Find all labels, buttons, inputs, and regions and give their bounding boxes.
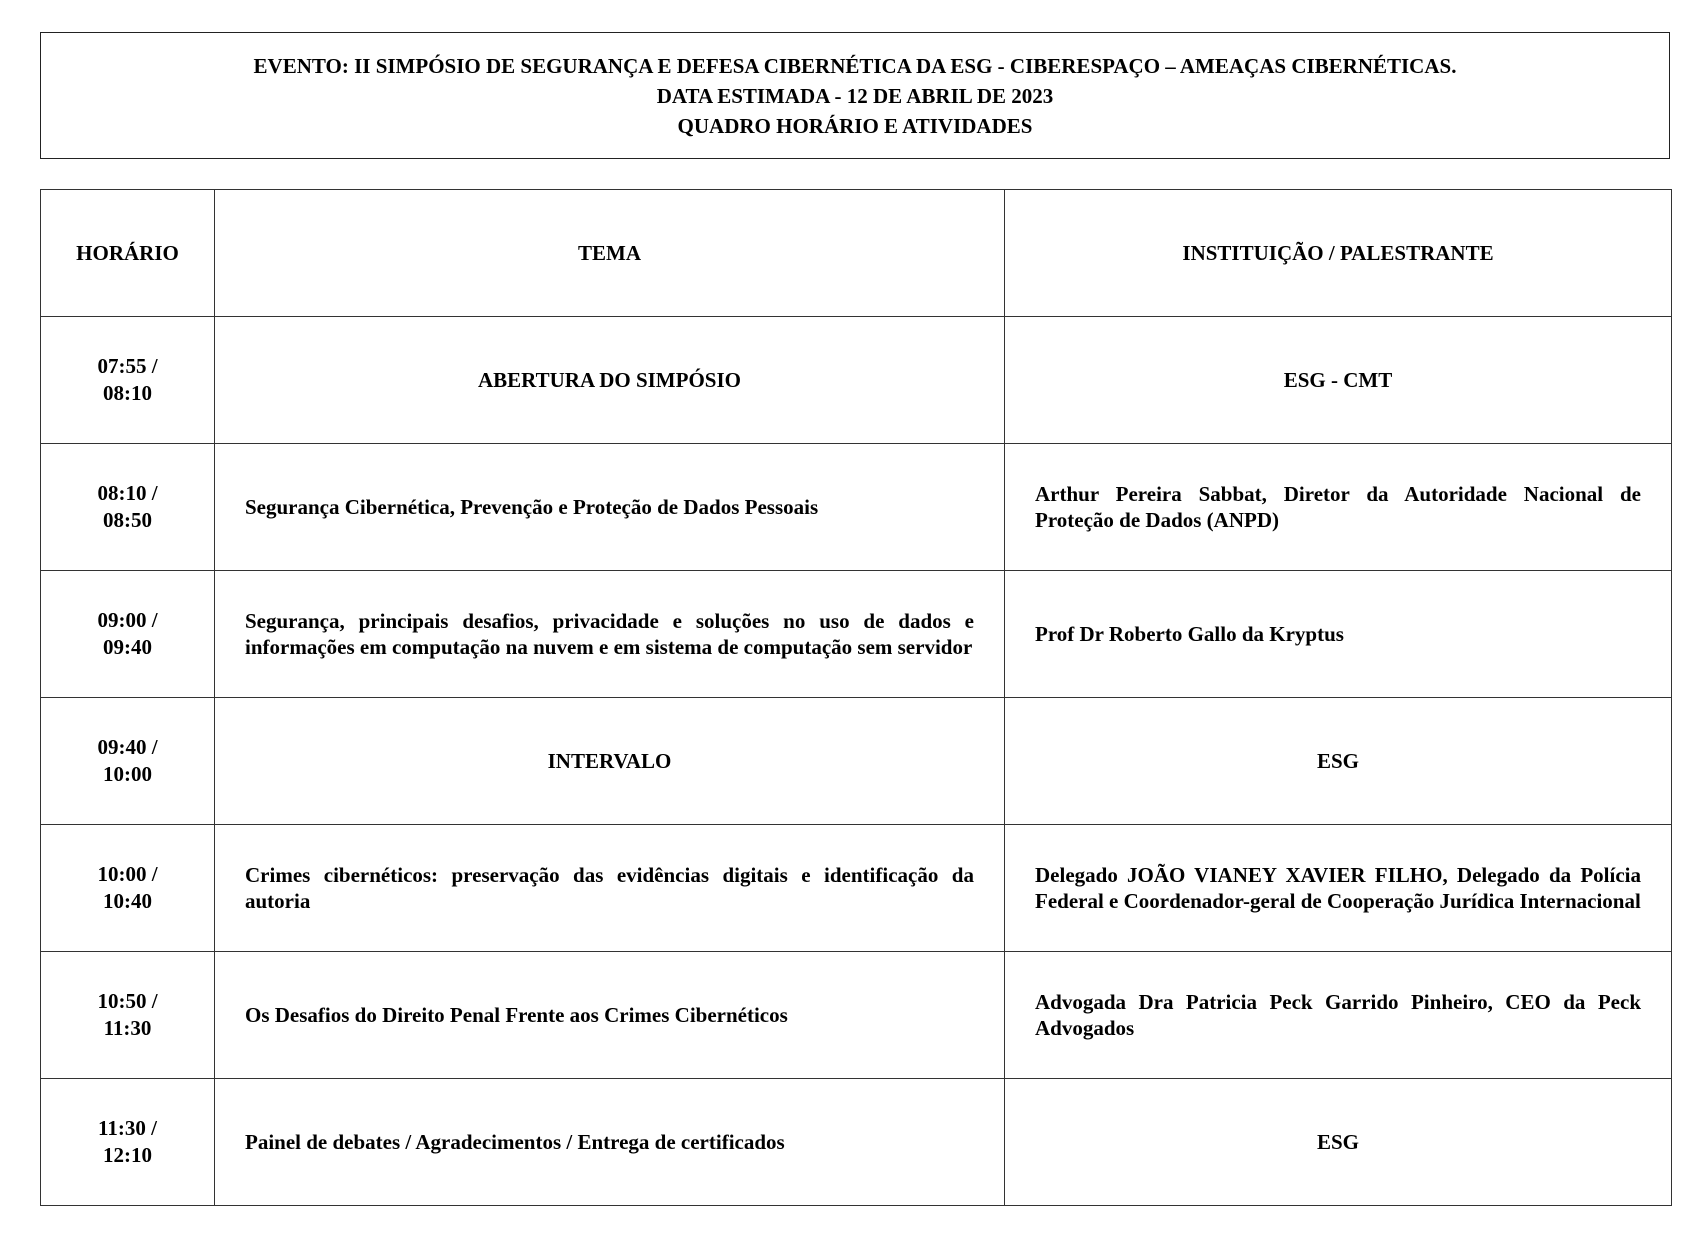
time-cell (41, 444, 215, 571)
time-start: 08:10 / (97, 481, 158, 505)
table-row (41, 571, 1672, 698)
table-row (41, 698, 1672, 825)
time-cell (41, 952, 215, 1079)
time-end: 12:10 (103, 1143, 152, 1167)
time-cell (41, 698, 215, 825)
time-start: 09:40 / (97, 735, 158, 759)
speaker-cell: ESG - CMT (1005, 317, 1672, 444)
column-header-speaker: INSTITUIÇÃO / PALESTRANTE (1005, 190, 1672, 317)
topic-cell: Segurança, principais desafios, privacidade e soluções no uso de dados e informações em computação na nuvem e em sistema de computação sem servidor (215, 571, 1005, 698)
event-header (40, 32, 1670, 159)
time-end: 08:10 (103, 381, 152, 405)
time-start: 09:00 / (97, 608, 158, 632)
time-cell (41, 825, 215, 952)
schedule-title: QUADRO HORÁRIO E ATIVIDADES (677, 113, 1033, 138)
column-header-topic: TEMA (215, 190, 1005, 317)
time-end: 10:40 (103, 889, 152, 913)
speaker-cell: Delegado JOÃO VIANEY XAVIER FILHO, Delegado da Polícia Federal e Coordenador-geral de Cooperação Jurídica Internacional (1005, 825, 1672, 952)
time-start: 10:00 / (97, 862, 158, 886)
time-start: 07:55 / (97, 354, 158, 378)
speaker-cell: Prof Dr Roberto Gallo da Kryptus (1005, 571, 1672, 698)
speaker-cell: Advogada Dra Patricia Peck Garrido Pinheiro, CEO da Peck Advogados (1005, 952, 1672, 1079)
table-header-row (41, 190, 1672, 317)
topic-cell: ABERTURA DO SIMPÓSIO (215, 317, 1005, 444)
time-end: 11:30 (103, 1016, 152, 1040)
time-start: 11:30 / (98, 1116, 157, 1140)
topic-cell: INTERVALO (215, 698, 1005, 825)
schedule-table (40, 189, 1672, 1206)
event-date: DATA ESTIMADA - 12 DE ABRIL DE 2023 (656, 83, 1054, 108)
time-start: 10:50 / (97, 989, 158, 1013)
speaker-cell: ESG (1005, 698, 1672, 825)
topic-cell: Crimes cibernéticos: preservação das evidências digitais e identificação da autoria (215, 825, 1005, 952)
time-cell (41, 1079, 215, 1206)
column-header-time: HORÁRIO (41, 190, 215, 317)
event-title: EVENTO: II SIMPÓSIO DE SEGURANÇA E DEFESA CIBERNÉTICA DA ESG - CIBERESPAÇO – AMEAÇAS CIBERNÉTICAS. (253, 53, 1457, 78)
time-cell (41, 317, 215, 444)
time-end: 08:50 (103, 508, 152, 532)
table-row (41, 952, 1672, 1079)
time-end: 10:00 (103, 762, 152, 786)
topic-cell: Segurança Cibernética, Prevenção e Proteção de Dados Pessoais (215, 444, 1005, 571)
table-row (41, 1079, 1672, 1206)
table-row (41, 825, 1672, 952)
table-row (41, 444, 1672, 571)
time-end: 09:40 (103, 635, 152, 659)
topic-cell: Os Desafios do Direito Penal Frente aos Crimes Cibernéticos (215, 952, 1005, 1079)
speaker-cell: Arthur Pereira Sabbat, Diretor da Autoridade Nacional de Proteção de Dados (ANPD) (1005, 444, 1672, 571)
topic-cell: Painel de debates / Agradecimentos / Entrega de certificados (215, 1079, 1005, 1206)
table-row (41, 317, 1672, 444)
speaker-cell: ESG (1005, 1079, 1672, 1206)
time-cell (41, 571, 215, 698)
